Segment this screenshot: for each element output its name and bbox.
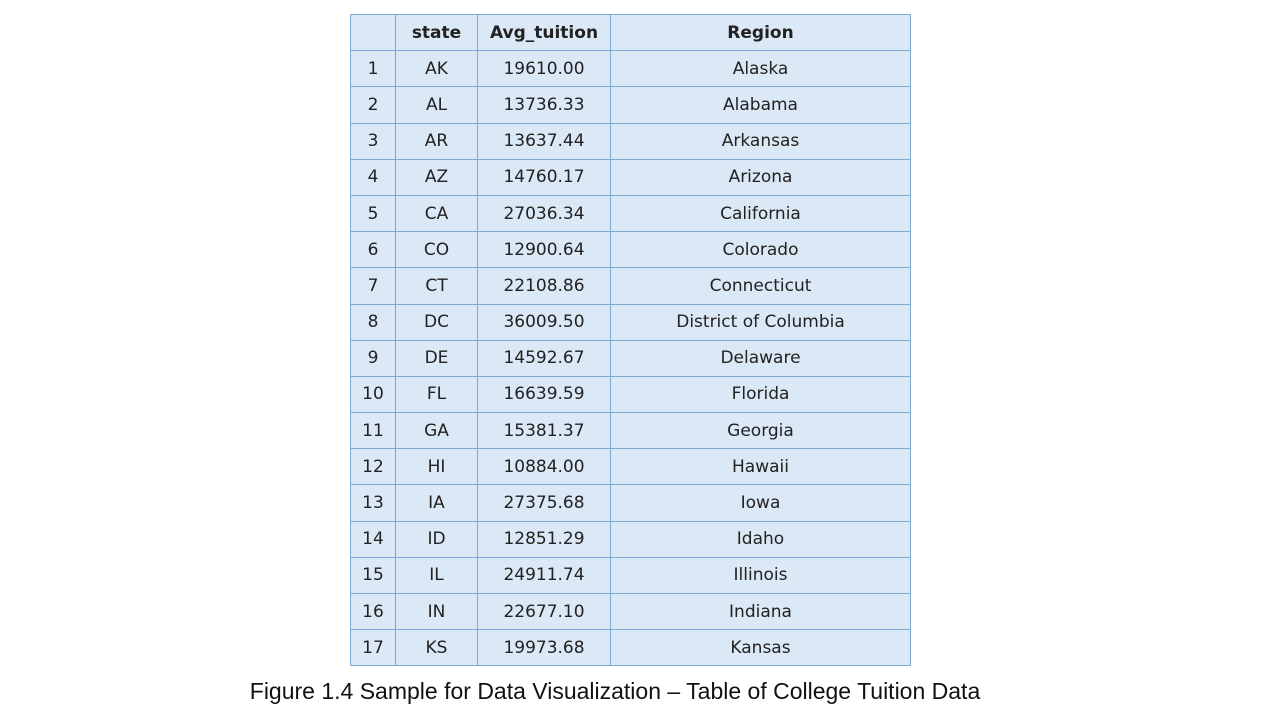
row-index-cell: 13 [351,485,396,521]
state-cell: CA [396,195,478,231]
table-header-row [351,15,911,51]
row-index-cell: 4 [351,159,396,195]
state-cell: IA [396,485,478,521]
table-row [351,594,911,630]
table-row [351,159,911,195]
row-index-cell: 8 [351,304,396,340]
table-row [351,268,911,304]
tuition-table-container [350,14,910,666]
row-index-cell: 3 [351,123,396,159]
region-cell: Arizona [611,159,911,195]
row-index-cell: 5 [351,195,396,231]
avg-tuition-cell: 24911.74 [478,557,611,593]
header-avg-tuition: Avg_tuition [478,15,611,51]
avg-tuition-cell: 19973.68 [478,630,611,666]
state-cell: GA [396,413,478,449]
region-cell: Idaho [611,521,911,557]
table-row [351,413,911,449]
state-cell: DC [396,304,478,340]
avg-tuition-cell: 15381.37 [478,413,611,449]
state-cell: KS [396,630,478,666]
avg-tuition-cell: 14592.67 [478,340,611,376]
state-cell: ID [396,521,478,557]
row-index-cell: 12 [351,449,396,485]
region-cell: Arkansas [611,123,911,159]
region-cell: Georgia [611,413,911,449]
row-index-cell: 15 [351,557,396,593]
region-cell: District of Columbia [611,304,911,340]
state-cell: CO [396,232,478,268]
avg-tuition-cell: 22108.86 [478,268,611,304]
header-index [351,15,396,51]
row-index-cell: 17 [351,630,396,666]
avg-tuition-cell: 13637.44 [478,123,611,159]
table-row [351,51,911,87]
header-region: Region [611,15,911,51]
avg-tuition-cell: 10884.00 [478,449,611,485]
row-index-cell: 11 [351,413,396,449]
region-cell: Connecticut [611,268,911,304]
header-state: state [396,15,478,51]
state-cell: HI [396,449,478,485]
row-index-cell: 16 [351,594,396,630]
table-row [351,376,911,412]
table-row [351,87,911,123]
state-cell: DE [396,340,478,376]
region-cell: Delaware [611,340,911,376]
avg-tuition-cell: 16639.59 [478,376,611,412]
state-cell: AK [396,51,478,87]
state-cell: AL [396,87,478,123]
table-row [351,449,911,485]
avg-tuition-cell: 19610.00 [478,51,611,87]
region-cell: Colorado [611,232,911,268]
state-cell: IL [396,557,478,593]
table-row [351,195,911,231]
region-cell: California [611,195,911,231]
state-cell: AZ [396,159,478,195]
table-row [351,232,911,268]
table-row [351,485,911,521]
table-body [351,51,911,666]
region-cell: Alaska [611,51,911,87]
table-row [351,521,911,557]
table-row [351,630,911,666]
avg-tuition-cell: 27375.68 [478,485,611,521]
state-cell: AR [396,123,478,159]
row-index-cell: 9 [351,340,396,376]
row-index-cell: 6 [351,232,396,268]
avg-tuition-cell: 22677.10 [478,594,611,630]
avg-tuition-cell: 12900.64 [478,232,611,268]
figure-caption: Figure 1.4 Sample for Data Visualization – Table of College Tuition Data [249,678,981,704]
table-row [351,304,911,340]
table-row [351,340,911,376]
region-cell: Alabama [611,87,911,123]
state-cell: FL [396,376,478,412]
row-index-cell: 10 [351,376,396,412]
row-index-cell: 2 [351,87,396,123]
avg-tuition-cell: 13736.33 [478,87,611,123]
region-cell: Illinois [611,557,911,593]
avg-tuition-cell: 14760.17 [478,159,611,195]
region-cell: Kansas [611,630,911,666]
region-cell: Iowa [611,485,911,521]
region-cell: Hawaii [611,449,911,485]
row-index-cell: 1 [351,51,396,87]
region-cell: Indiana [611,594,911,630]
tuition-table [350,14,911,666]
region-cell: Florida [611,376,911,412]
row-index-cell: 7 [351,268,396,304]
row-index-cell: 14 [351,521,396,557]
state-cell: CT [396,268,478,304]
table-row [351,557,911,593]
state-cell: IN [396,594,478,630]
avg-tuition-cell: 12851.29 [478,521,611,557]
table-row [351,123,911,159]
avg-tuition-cell: 36009.50 [478,304,611,340]
avg-tuition-cell: 27036.34 [478,195,611,231]
